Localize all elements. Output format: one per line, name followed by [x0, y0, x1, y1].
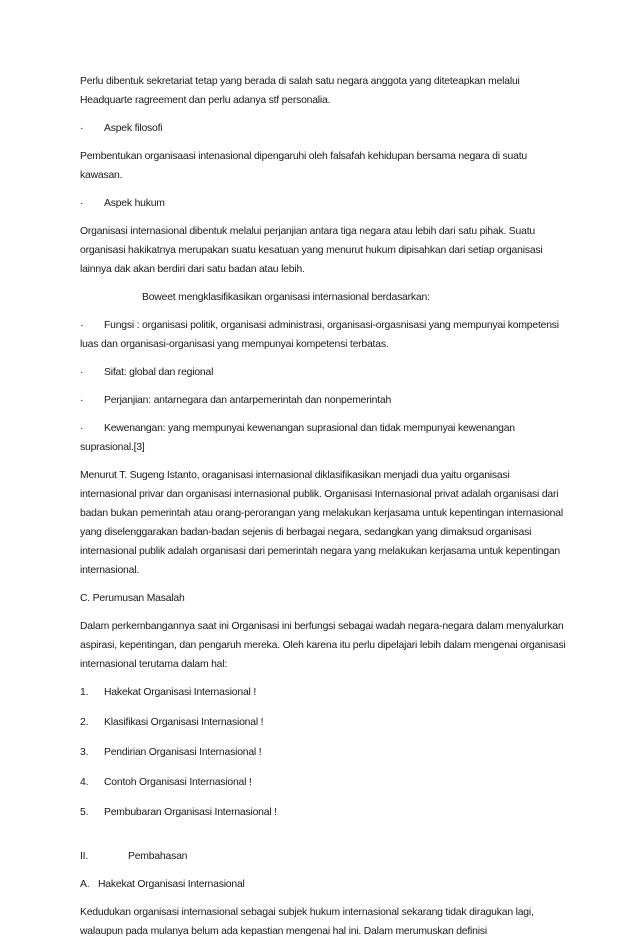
bullet-text: Aspek hukum: [104, 198, 165, 209]
bullet-mark: ·: [80, 320, 84, 331]
list-number: 1.: [80, 687, 89, 698]
bullet-aspek-hukum: [80, 194, 566, 213]
bullet-perjanjian: [80, 391, 566, 410]
list-number: 3.: [80, 747, 89, 758]
paragraph-perkembangan: Dalam perkembangannya saat ini Organisasi ini berfungsi sebagai wadah negara-negara dalam menyalurkan aspirasi, kepentingan, dan pengaruh mereka. Oleh karena itu perlu dipelajari lebih dalam mengenai organisasi internasional terutama dalam hal:: [80, 621, 566, 670]
list-number: 2.: [80, 717, 89, 728]
heading-hakekat: [80, 875, 566, 894]
boweet-intro: Boweet mengklasifikasikan organisasi internasional berdasarkan:: [142, 292, 430, 303]
list-item: [80, 803, 566, 822]
paragraph-hukum: Organisasi internasional dibentuk melalui perjanjian antara tiga negara atau lebih dari satu pihak. Suatu organisasi hakikatnya merupakan suatu kesatuan yang menurut hukum dipisahkan dari setiap organisasi lainnya dak akan berdiri dari satu badan atau lebih.: [80, 226, 543, 275]
heading-pembahasan: [80, 847, 566, 866]
subsection-letter: A.: [80, 879, 90, 890]
bullet-text: Fungsi : organisasi politik, organisasi administrasi, organisasi-orgasnisasi yang mempunyai kompetensi luas dan organisasi-organisasi yang mempunyai kompetensi terbatas.: [80, 320, 559, 350]
list-number: 5.: [80, 807, 89, 818]
list-text: Klasifikasi Organisasi Internasional !: [104, 717, 264, 728]
heading-perumusan-masalah: C. Perumusan Masalah: [80, 593, 185, 604]
list-item: [80, 713, 566, 732]
bullet-text: Kewenangan: yang mempunyai kewenangan suprasional dan tidak mempunyai kewenangan suprasional.[3]: [80, 423, 515, 453]
bullet-mark: ·: [80, 423, 84, 434]
bullet-text: Sifat: global dan regional: [104, 367, 214, 378]
bullet-mark: ·: [80, 395, 84, 406]
subsection-title: Hakekat Organisasi Internasional: [98, 879, 245, 890]
list-text: Pendirian Organisasi Internasional !: [104, 747, 262, 758]
bullet-mark: ·: [80, 367, 84, 378]
paragraph-sekretariat: Perlu dibentuk sekretariat tetap yang berada di salah satu negara anggota yang diteteapkan melalui Headquarte ragreement dan perlu adanya stf personalia.: [80, 76, 520, 106]
list-item: [80, 683, 566, 702]
document-page: [80, 72, 566, 950]
bullet-text: Aspek filosofi: [104, 123, 163, 134]
paragraph-sugeng-istanto: Menurut T. Sugeng Istanto, oraganisasi internasional diklasifikasikan menjadi dua yaitu organisasi internasional privar dan organisasi internasional publik. Organisasi Internasional privat adalah organisasi dari badan bukan pemerintah atau orang-perorangan yang melakukan kerjasama untuk kepentingan internasional yang diselenggarakan badan-badan sejenis di berbagai negara, sedangkan yang dimaksud organisasi internasional publik adalah organisasi dari pemerintah negara yang melakukan kerjasama untuk kepentingan internasional.: [80, 470, 563, 576]
list-number: 4.: [80, 777, 89, 788]
list-item: [80, 773, 566, 792]
paragraph-filosofi: Pembentukan organisaasi intenasional dipengaruhi oleh falsafah kehidupan bersama negara di suatu kawasan.: [80, 151, 527, 181]
list-text: Hakekat Organisasi Internasional !: [104, 687, 257, 698]
list-text: Pembubaran Organisasi Internasional !: [104, 807, 277, 818]
numbered-list: [80, 683, 566, 822]
section-title: Pembahasan: [128, 851, 188, 862]
bullet-text: Perjanjian: antarnegara dan antarpemerintah dan nonpemerintah: [104, 395, 392, 406]
bullet-aspek-filosofi: [80, 119, 566, 138]
list-text: Contoh Organisasi Internasional !: [104, 777, 252, 788]
paragraph-kedudukan: Kedudukan organisasi internasional sebagai subjek hukum internasional sekarang tidak diragukan lagi, walaupun pada mulanya belum ada kepastian mengenai hal ini. Dalam merumuskan definisi: [80, 907, 534, 937]
section-number: II.: [80, 851, 89, 862]
bullet-fungsi: [80, 316, 566, 354]
bullet-mark: ·: [80, 198, 84, 209]
bullet-kewenangan: [80, 419, 566, 457]
bullet-mark: ·: [80, 123, 84, 134]
bullet-sifat: [80, 363, 566, 382]
list-item: [80, 743, 566, 762]
